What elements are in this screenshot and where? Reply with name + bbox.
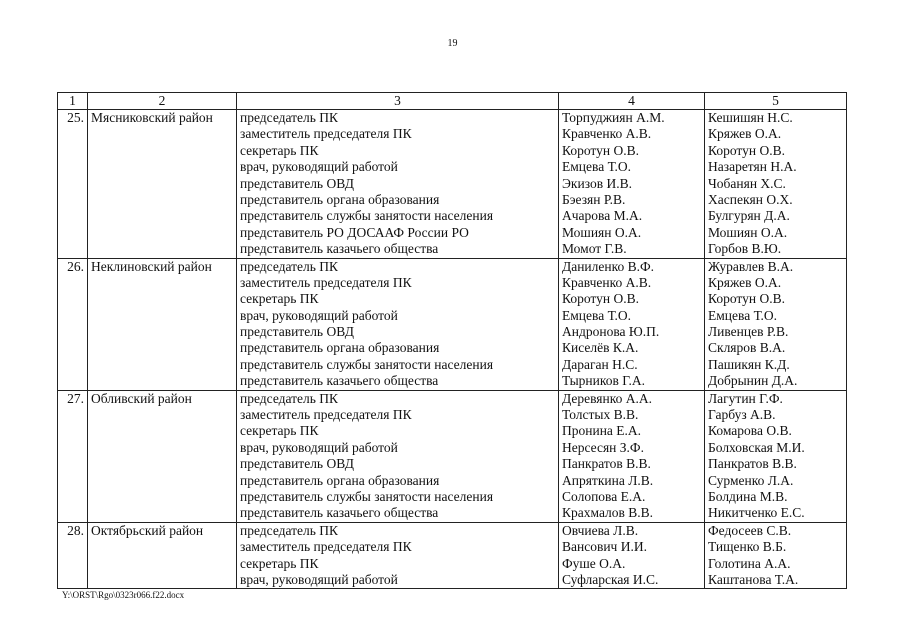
role-label: секретарь ПК	[240, 142, 319, 158]
reserve-member-name: Никитченко Е.С.	[708, 505, 805, 521]
role-label: врач, руководящий работой	[240, 159, 398, 175]
role-label: заместитель председателя ПК	[240, 126, 412, 142]
main-member-name: Нерсесян З.Ф.	[562, 439, 644, 455]
reserve-member-name: Булгурян Д.А.	[708, 208, 790, 224]
role-label: представитель органа образования	[240, 191, 440, 207]
reserve-member-name: Гарбуз А.В.	[708, 407, 776, 423]
row-number: 27.	[58, 390, 88, 522]
table-row	[58, 390, 847, 522]
reserve-member-name: Кряжев О.А.	[708, 126, 782, 142]
main-member-name: Торпуджиян А.М.	[562, 110, 665, 125]
role-label: секретарь ПК	[240, 291, 319, 307]
reserve-member-name: Чобанян Х.С.	[708, 175, 786, 191]
roles-cell	[237, 522, 559, 589]
reserve-member-name: Скляров В.А.	[708, 340, 786, 356]
role-label: представитель ОВД	[240, 175, 354, 191]
role-label: председатель ПК	[240, 522, 339, 538]
reserve-cell	[705, 258, 847, 390]
main-member-name: Толстых В.В.	[562, 407, 639, 423]
main-cell	[559, 522, 705, 589]
reserve-member-name: Ливенцев Р.В.	[708, 324, 789, 340]
role-label: представитель РО ДОСААФ России РО	[240, 224, 469, 240]
main-member-name: Кравченко А.В.	[562, 274, 652, 290]
column-header: 4	[559, 93, 705, 110]
main-member-name: Вансович И.И.	[562, 539, 647, 555]
column-header: 3	[237, 93, 559, 110]
role-label: представитель службы занятости населения	[240, 488, 494, 504]
column-header: 2	[88, 93, 237, 110]
main-member-name: Даниленко В.Ф.	[562, 258, 655, 274]
role-label: врач, руководящий работой	[240, 439, 398, 455]
table-header-row	[58, 93, 847, 110]
main-member-name: Фуше О.А.	[562, 555, 626, 571]
reserve-member-name: Назаретян Н.А.	[708, 159, 797, 175]
main-member-name: Экизов И.В.	[562, 175, 632, 191]
main-member-name: Панкратов В.В.	[562, 456, 651, 472]
main-cell	[559, 110, 705, 259]
reserve-member-name: Каштанова Т.А.	[708, 571, 799, 587]
reserve-member-name: Панкратов В.В.	[708, 456, 797, 472]
role-label: представитель службы занятости населения	[240, 356, 494, 372]
row-number: 28.	[58, 522, 88, 589]
role-label: представитель службы занятости населения	[240, 208, 494, 224]
roles-cell	[237, 258, 559, 390]
reserve-member-name: Емцева Т.О.	[708, 307, 777, 323]
role-label: заместитель председателя ПК	[240, 539, 412, 555]
main-member-name: Апряткина Л.В.	[562, 472, 654, 488]
main-member-name: Ачарова М.А.	[562, 208, 643, 224]
roles-cell	[237, 390, 559, 522]
reserve-cell	[705, 390, 847, 522]
role-label: представитель ОВД	[240, 456, 354, 472]
table-row	[58, 258, 847, 390]
reserve-cell	[705, 522, 847, 589]
district-name: Обливский район	[88, 390, 237, 522]
reserve-member-name: Горбов В.Ю.	[708, 241, 782, 257]
main-member-name: Овчиева Л.В.	[562, 522, 639, 538]
main-member-name: Андронова Ю.П.	[562, 324, 660, 340]
main-member-name: Суфларская И.С.	[562, 571, 659, 587]
reserve-member-name: Добрынин Д.А.	[708, 373, 798, 389]
roles-cell	[237, 110, 559, 259]
main-member-name: Бэезян Р.В.	[562, 191, 626, 207]
district-name: Неклиновский район	[88, 258, 237, 390]
reserve-member-name: Кряжев О.А.	[708, 274, 782, 290]
role-label: представитель органа образования	[240, 340, 440, 356]
role-label: врач, руководящий работой	[240, 571, 398, 587]
reserve-cell	[705, 110, 847, 259]
reserve-member-name: Кешишян Н.С.	[708, 110, 793, 125]
main-member-name: Деревянко А.А.	[562, 390, 652, 406]
row-number: 25.	[58, 110, 88, 259]
reserve-member-name: Мошиян О.А.	[708, 224, 788, 240]
main-member-name: Емцева Т.О.	[562, 307, 631, 323]
column-header: 5	[705, 93, 847, 110]
main-member-name: Солопова Е.А.	[562, 488, 646, 504]
role-label: председатель ПК	[240, 110, 339, 125]
main-member-name: Емцева Т.О.	[562, 159, 631, 175]
commission-table	[57, 92, 847, 589]
reserve-member-name: Голотина А.А.	[708, 555, 791, 571]
role-label: председатель ПК	[240, 390, 339, 406]
role-label: представитель казачьего общества	[240, 505, 439, 521]
main-member-name: Крахмалов В.В.	[562, 505, 654, 521]
role-label: заместитель председателя ПК	[240, 274, 412, 290]
role-label: представитель казачьего общества	[240, 373, 439, 389]
role-label: председатель ПК	[240, 258, 339, 274]
role-label: заместитель председателя ПК	[240, 407, 412, 423]
main-cell	[559, 390, 705, 522]
district-name: Мясниковский район	[88, 110, 237, 259]
main-cell	[559, 258, 705, 390]
main-member-name: Пронина Е.А.	[562, 423, 642, 439]
reserve-member-name: Федосеев С.В.	[708, 522, 792, 538]
page-number: 19	[447, 38, 458, 49]
reserve-member-name: Болдина М.В.	[708, 488, 788, 504]
reserve-member-name: Сурменко Л.А.	[708, 472, 794, 488]
main-member-name: Мошиян О.А.	[562, 224, 642, 240]
reserve-member-name: Пашикян К.Д.	[708, 356, 790, 372]
main-member-name: Киселёв К.А.	[562, 340, 639, 356]
reserve-member-name: Коротун О.В.	[708, 142, 785, 158]
role-label: секретарь ПК	[240, 423, 319, 439]
footer-file-path: Y:\ORST\Rgo\0323r066.f22.docx	[62, 590, 185, 600]
reserve-member-name: Тищенко В.Б.	[708, 539, 787, 555]
main-member-name: Момот Г.В.	[562, 241, 627, 257]
row-number: 26.	[58, 258, 88, 390]
column-header: 1	[58, 93, 88, 110]
reserve-member-name: Коротун О.В.	[708, 291, 785, 307]
district-name: Октябрьский район	[88, 522, 237, 589]
main-member-name: Дараган Н.С.	[562, 356, 638, 372]
reserve-member-name: Болховская М.И.	[708, 439, 805, 455]
role-label: представитель ОВД	[240, 324, 354, 340]
reserve-member-name: Комарова О.В.	[708, 423, 792, 439]
role-label: секретарь ПК	[240, 555, 319, 571]
table-row	[58, 522, 847, 589]
role-label: представитель органа образования	[240, 472, 440, 488]
main-member-name: Коротун О.В.	[562, 142, 639, 158]
table-row	[58, 110, 847, 259]
role-label: представитель казачьего общества	[240, 241, 439, 257]
role-label: врач, руководящий работой	[240, 307, 398, 323]
reserve-member-name: Хаспекян О.Х.	[708, 191, 793, 207]
reserve-member-name: Лагутин Г.Ф.	[708, 390, 783, 406]
main-member-name: Кравченко А.В.	[562, 126, 652, 142]
main-member-name: Тырников Г.А.	[562, 373, 645, 389]
main-member-name: Коротун О.В.	[562, 291, 639, 307]
reserve-member-name: Журавлев В.А.	[708, 258, 794, 274]
